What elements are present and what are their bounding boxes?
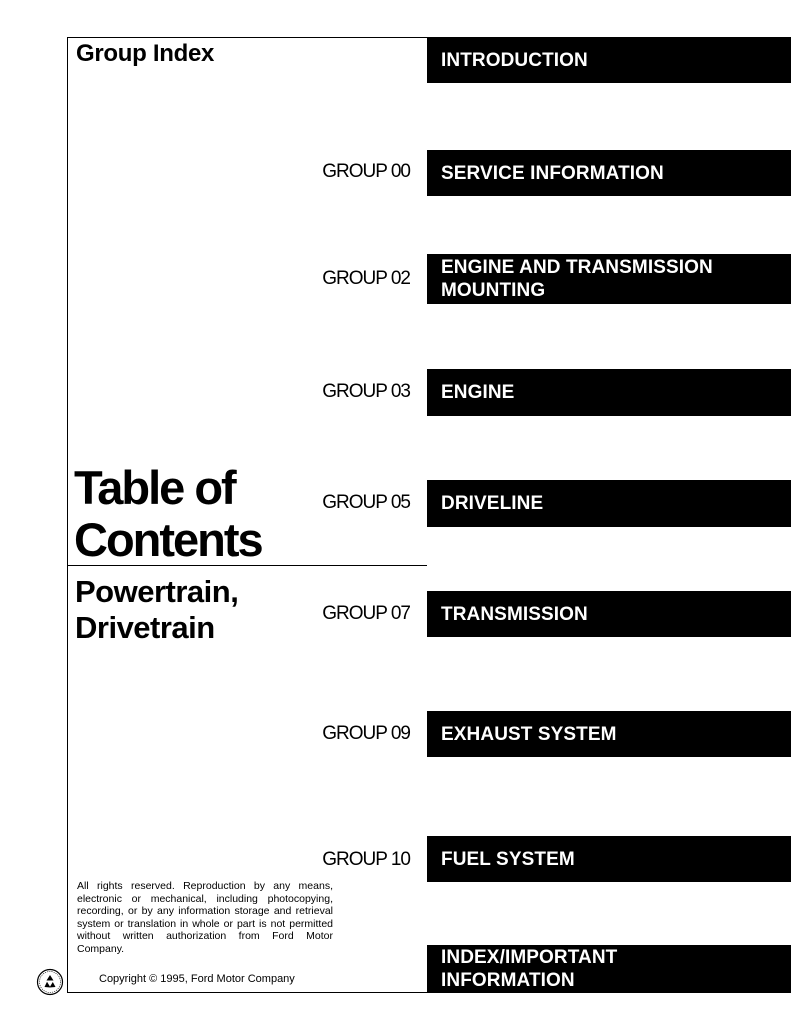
group-label-03: GROUP 03: [322, 381, 410, 402]
group-index-title: Group Index: [76, 40, 215, 67]
tab-engine[interactable]: [427, 369, 791, 416]
recycle-seal-icon: [36, 968, 64, 996]
frame-bottom-line: [67, 992, 427, 993]
tab-introduction[interactable]: [427, 37, 791, 83]
tab-driveline[interactable]: [427, 480, 791, 527]
tab-label: EXHAUST SYSTEM: [441, 723, 617, 745]
tab-service-information[interactable]: [427, 150, 791, 196]
tab-exhaust-system[interactable]: [427, 711, 791, 757]
group-label-09: GROUP 09: [322, 723, 410, 744]
tab-label: ENGINE AND TRANSMISSION MOUNTING: [441, 257, 713, 301]
copyright-notice: Copyright © 1995, Ford Motor Company: [99, 973, 295, 985]
tab-label: FUEL SYSTEM: [441, 848, 575, 870]
tab-engine-and-transmission-mounting[interactable]: [427, 254, 791, 304]
frame-left-line: [67, 37, 68, 993]
group-label-07: GROUP 07: [322, 603, 410, 624]
tab-label: SERVICE INFORMATION: [441, 162, 664, 184]
tab-label: DRIVELINE: [441, 493, 544, 514]
tab-label: TRANSMISSION: [441, 603, 588, 625]
group-label-00: GROUP 00: [322, 161, 410, 182]
rights-notice: All rights reserved. Reproduction by any means, electronic or mechanical, including photocopying, recording, or by any information storage and retrieval system or translation in whole or part is not permitted without written authorization from Ford Motor Company.: [77, 880, 333, 955]
tab-index-important-information[interactable]: [427, 945, 791, 993]
tab-fuel-system[interactable]: [427, 836, 791, 882]
toc-title: Table of Contents: [74, 461, 262, 566]
tab-label: INTRODUCTION: [441, 49, 588, 71]
group-label-02: GROUP 02: [322, 268, 410, 289]
toc-subtitle: Powertrain, Drivetrain: [75, 574, 239, 645]
tab-label: ENGINE: [441, 382, 515, 403]
frame-top-line: [67, 37, 427, 38]
tab-transmission[interactable]: [427, 591, 791, 637]
group-label-05: GROUP 05: [322, 492, 410, 513]
group-label-10: GROUP 10: [322, 849, 410, 870]
tab-label: INDEX/IMPORTANT INFORMATION: [441, 947, 618, 991]
